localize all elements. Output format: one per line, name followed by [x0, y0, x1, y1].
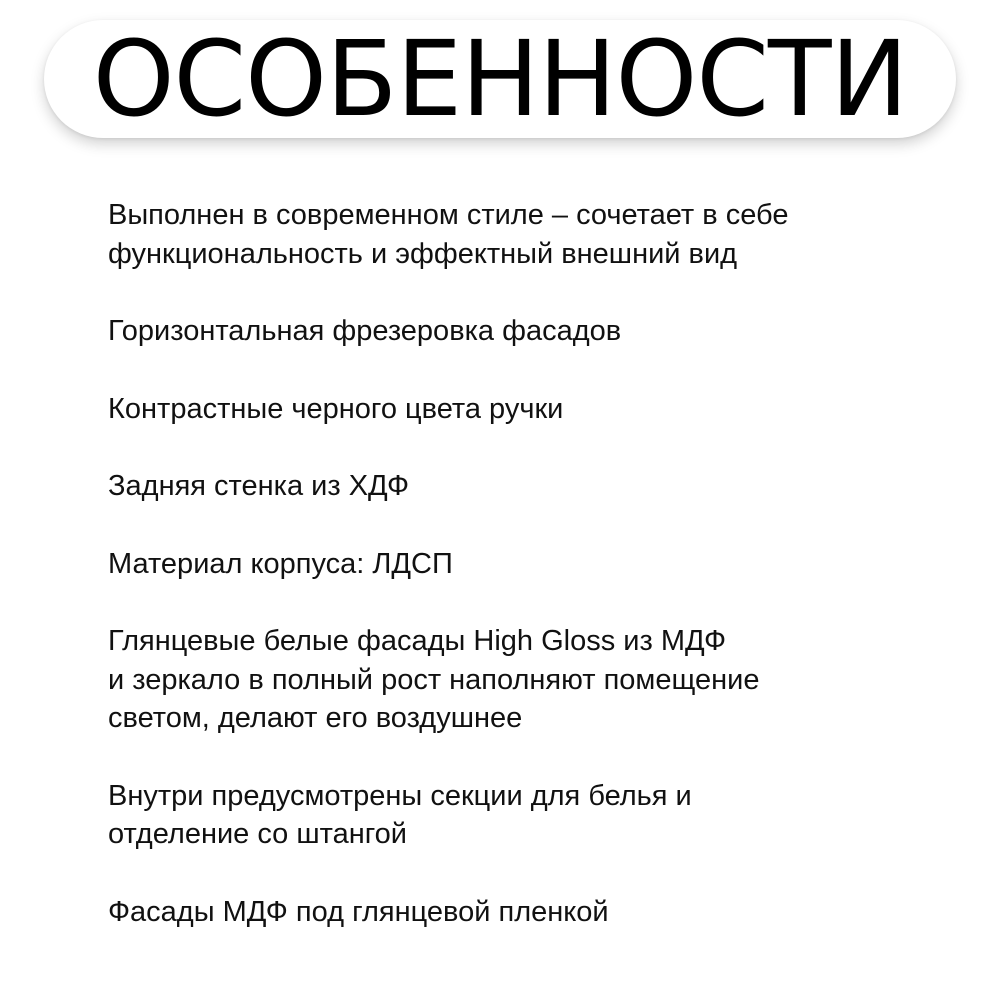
feature-text-line: Выполнен в современном стиле – сочетает в себе	[108, 199, 789, 231]
feature-text-line: функциональность и эффектный внешний вид	[108, 237, 738, 270]
feature-item	[108, 467, 958, 506]
feature-item	[108, 622, 958, 738]
feature-text-line: Задняя стенка из ХДФ	[108, 470, 410, 502]
feature-text-line: отделение со штангой	[108, 818, 407, 850]
feature-item	[108, 777, 958, 854]
feature-item	[108, 390, 958, 429]
page-title: ОСОБЕННОСТИ	[92, 18, 908, 140]
feature-item	[108, 893, 958, 932]
feature-text-line: и зеркало в полный рост наполняют помещение	[108, 663, 760, 696]
feature-item	[108, 196, 958, 273]
feature-item	[108, 545, 958, 584]
header-banner	[44, 20, 956, 138]
feature-text-line: Глянцевые белые фасады High Gloss из МДФ	[108, 625, 727, 657]
feature-text-line: Внутри предусмотрены секции для белья и	[108, 779, 692, 812]
feature-text-line: Контрастные черного цвета ручки	[108, 392, 564, 425]
feature-text-line: Фасады МДФ под глянцевой пленкой	[108, 895, 609, 928]
feature-text-line: светом, делают его воздушнее	[108, 702, 523, 734]
feature-text-line: Горизонтальная фрезеровка фасадов	[108, 315, 622, 347]
feature-item	[108, 312, 958, 351]
feature-text-line: Материал корпуса: ЛДСП	[108, 547, 453, 580]
feature-list	[108, 196, 958, 970]
